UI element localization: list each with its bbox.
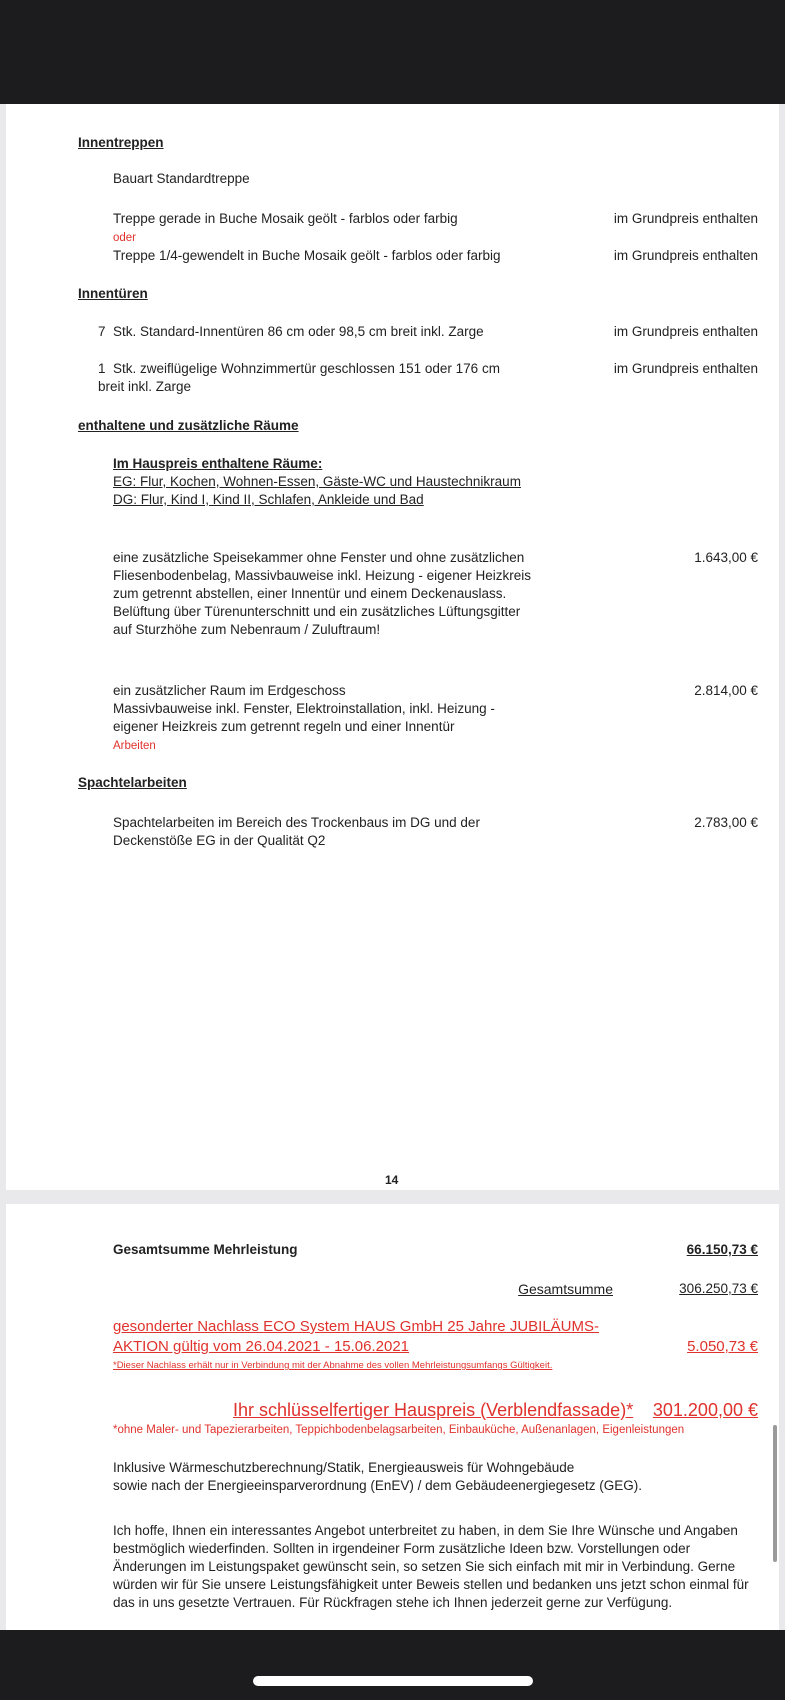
zusatzraum-line: ein zusätzlicher Raum im Erdgeschoss — [113, 683, 346, 698]
gesamtsumme-value: 306.250,73 € — [679, 1281, 758, 1296]
raeume-heading: enthaltene und zusätzliche Räume — [78, 418, 299, 433]
document-page-14 — [6, 104, 779, 1190]
mehrleistung-label: Gesamtsumme Mehrleistung — [113, 1242, 298, 1257]
inklusive-line: Inklusive Wärmeschutzberechnung/Statik, Energieausweis für Wohngebäude — [113, 1460, 575, 1475]
treppe-gerade-text: Treppe gerade in Buche Mosaik geölt - farblos oder farbig — [113, 211, 458, 226]
top-status-bar — [0, 0, 785, 104]
enthaltene-raeume-heading: Im Hauspreis enthaltene Räume: — [113, 456, 323, 471]
nachlass-line-2: AKTION gültig vom 26.04.2021 - 15.06.2021 — [113, 1338, 410, 1355]
closing-line: würden wir für Sie unsere Leistungsfähigkeit unter Beweis stellen und bedanken uns jetzt schon einmal für — [113, 1577, 749, 1592]
innentueren-qty-2: 1 — [98, 361, 106, 376]
speisekammer-line: auf Sturzhöhe zum Nebenraum / Zuluftraum! — [113, 622, 381, 637]
zusatzraum-line: Massivbauweise inkl. Fenster, Elektroinstallation, inkl. Heizung - — [113, 701, 495, 716]
innentueren-qty-1: 7 — [98, 324, 106, 339]
treppe-gewendelt-price: im Grundpreis enthalten — [613, 248, 758, 263]
innentueren-text-2a: Stk. zweiflügelige Wohnzimmertür geschlossen 151 oder 176 cm — [113, 361, 500, 376]
dg-raeume: DG: Flur, Kind I, Kind II, Schlafen, Ankleide und Bad — [113, 492, 424, 507]
innentueren-price-1: im Grundpreis enthalten — [613, 324, 758, 339]
oder-note: oder — [113, 232, 137, 244]
page-number: 14 — [385, 1173, 399, 1187]
mehrleistung-value: 66.150,73 € — [686, 1242, 758, 1257]
speisekammer-line: Belüftung über Türenunterschnitt und ein zusätzliches Lüftungsgitter — [113, 604, 521, 619]
gesamtsumme-label: Gesamtsumme — [518, 1281, 613, 1297]
innentueren-heading: Innentüren — [78, 286, 148, 301]
closing-line: das in uns gesetzte Vertrauen. Für Rückfragen stehe ich Ihnen jederzeit gerne zur Verfügung. — [113, 1595, 673, 1610]
speisekammer-line: zum getrennt abstellen, einer Innentür und einem Deckenauslass. — [113, 586, 507, 601]
bottom-bar — [0, 1630, 785, 1700]
innentreppen-heading: Innentreppen — [78, 135, 164, 150]
document-page-15 — [6, 1204, 779, 1630]
home-indicator[interactable] — [253, 1676, 533, 1686]
nachlass-value: 5.050,73 € — [687, 1338, 758, 1355]
innentueren-text-2b: breit inkl. Zarge — [98, 379, 192, 394]
hauspreis-note: *ohne Maler- und Tapezierarbeiten, Teppichbodenbelagsarbeiten, Einbauküche, Außenanlagen, Eigenleistungen — [113, 1424, 685, 1436]
innentueren-text-1: Stk. Standard-Innentüren 86 cm oder 98,5 cm breit inkl. Zarge — [113, 324, 484, 339]
zusatzraum-note: Arbeiten — [113, 740, 156, 752]
scrollbar-thumb[interactable] — [773, 1425, 777, 1562]
closing-line: Ich hoffe, Ihnen ein interessantes Angebot unterbreitet zu haben, in dem Sie Ihre Wünsche und Angaben — [113, 1523, 738, 1538]
speisekammer-line: Fliesenbodenbelag, Massivbauweise inkl. Heizung - eigener Heizkreis — [113, 568, 531, 583]
spachtel-line-1: Spachtelarbeiten im Bereich des Trockenbaus im DG und der — [113, 815, 480, 830]
treppe-gerade-price: im Grundpreis enthalten — [613, 211, 758, 226]
eg-raeume: EG: Flur, Kochen, Wohnen-Essen, Gäste-WC und Haustechnikraum — [113, 474, 521, 489]
inklusive-line: sowie nach der Energieeinsparverordnung (EnEV) / dem Gebäudeenergiegesetz (GEG). — [113, 1478, 643, 1493]
spachtel-price: 2.783,00 € — [694, 815, 758, 830]
hauspreis-label: Ihr schlüsselfertiger Hauspreis (Verblendfassade)* — [233, 1400, 634, 1420]
nachlass-line-1: gesonderter Nachlass ECO System HAUS GmbH 25 Jahre JUBILÄUMS- — [113, 1318, 599, 1335]
zusatzraum-line: eigener Heizkreis zum getrennt regeln und einer Innentür — [113, 719, 455, 734]
innentueren-price-2: im Grundpreis enthalten — [613, 361, 758, 376]
closing-line: Änderungen im Leistungspaket gewünscht sein, so setzen Sie sich einfach mit mir in Verbindung. Gerne — [113, 1559, 736, 1574]
closing-line: bestmöglich wiederfinden. Sollten in irgendeiner Form zusätzliche Ideen bzw. Vorstellungen oder — [113, 1541, 691, 1556]
treppe-gewendelt-text: Treppe 1/4-gewendelt in Buche Mosaik geölt - farblos oder farbig — [113, 248, 501, 263]
bauart-text: Bauart Standardtreppe — [113, 171, 250, 186]
spachtel-heading: Spachtelarbeiten — [78, 775, 187, 790]
hauspreis-value: 301.200,00 € — [652, 1400, 758, 1420]
speisekammer-price: 1.643,00 € — [694, 550, 758, 565]
spachtel-line-2: Deckenstöße EG in der Qualität Q2 — [113, 833, 326, 848]
nachlass-note: *Dieser Nachlass erhält nur in Verbindung mit der Abnahme des vollen Mehrleistungsumfangs Gültigkeit. — [113, 1360, 553, 1371]
speisekammer-line: eine zusätzliche Speisekammer ohne Fenster und ohne zusätzlichen — [113, 550, 525, 565]
zusatzraum-price: 2.814,00 € — [694, 683, 758, 698]
